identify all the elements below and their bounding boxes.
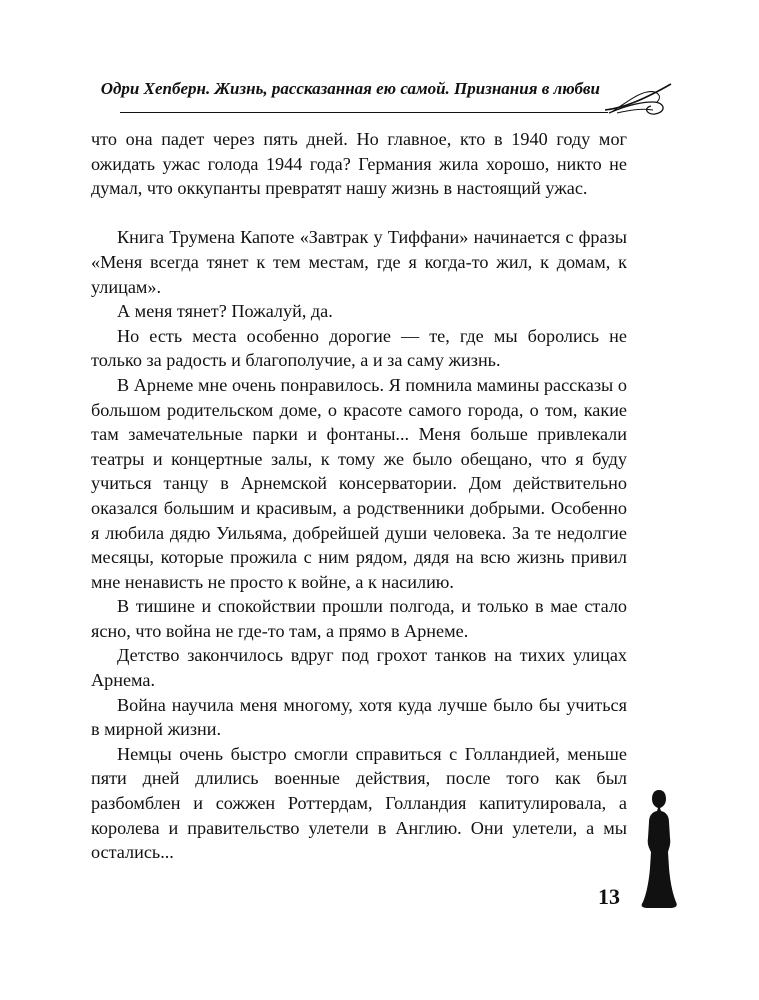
running-head: Одри Хепберн. Жизнь, рассказанная ею самой. Признания в любви — [100, 79, 600, 98]
paragraph: Но есть места особенно дорогие — те, где мы боролись не только за радость и благополучие, а и за саму жизнь. — [91, 325, 627, 371]
paragraph: В тишине и спокойствии прошли полгода, и только в мае стало ясно, что война не где-то там, а прямо в Арнеме. — [91, 596, 627, 641]
paragraph-continuation: что она падет через пять дней. Но главное, кто в 1940 году мог ожидать ужас голода 1944 года? Германия жила хорошо, никто не думал, что оккупанты превратят нашу жизнь в настоящий ужас. — [91, 129, 627, 199]
paragraph: А меня тянет? Пожалуй, да. — [117, 301, 333, 322]
page-number: 13 — [598, 884, 620, 909]
paragraph: Детство закончилось вдруг под грохот танков на тихих улицах Арнема. — [91, 645, 627, 691]
flourish-icon — [603, 80, 673, 118]
silhouette-icon — [638, 788, 680, 910]
paragraph: Немцы очень быстро смогли справиться с Голландией, меньше пяти дней длились военные действия, после того как был разбомблен и сожжен Роттердам, Голландия капитулировала, а королева и правительство улетели в Англию. Они улетели, а мы остались... — [91, 743, 627, 863]
paragraph: Война научила меня многому, хотя куда лучше было бы учиться в мирной жизни. — [91, 694, 627, 740]
header-rule — [120, 112, 608, 113]
body-text — [91, 127, 627, 865]
paragraph: В Арнеме мне очень понравилось. Я помнила мамины рассказы о большом родительском доме, о красоте самого города, о том, какие там замечательные парки и фонтаны... Меня больше привлекали театры и концертные залы, к тому же было обещано, что я буду учиться танцу в Арнемской консерватории. Дом действительно оказался большим и красивым, а родственники добрыми. Особенно я любила дядю Уильяма, добрейшей души человека. За те недолгие месяцы, которые прожила с ним рядом, дядя на всю жизнь привил мне ненависть не просто к войне, а к насилию. — [91, 374, 627, 592]
paragraph: Книга Трумена Капоте «Завтрак у Тиффани» начинается с фразы «Меня всегда тянет к тем местам, где я когда-то жил, к домам, к улицам». — [91, 227, 627, 297]
